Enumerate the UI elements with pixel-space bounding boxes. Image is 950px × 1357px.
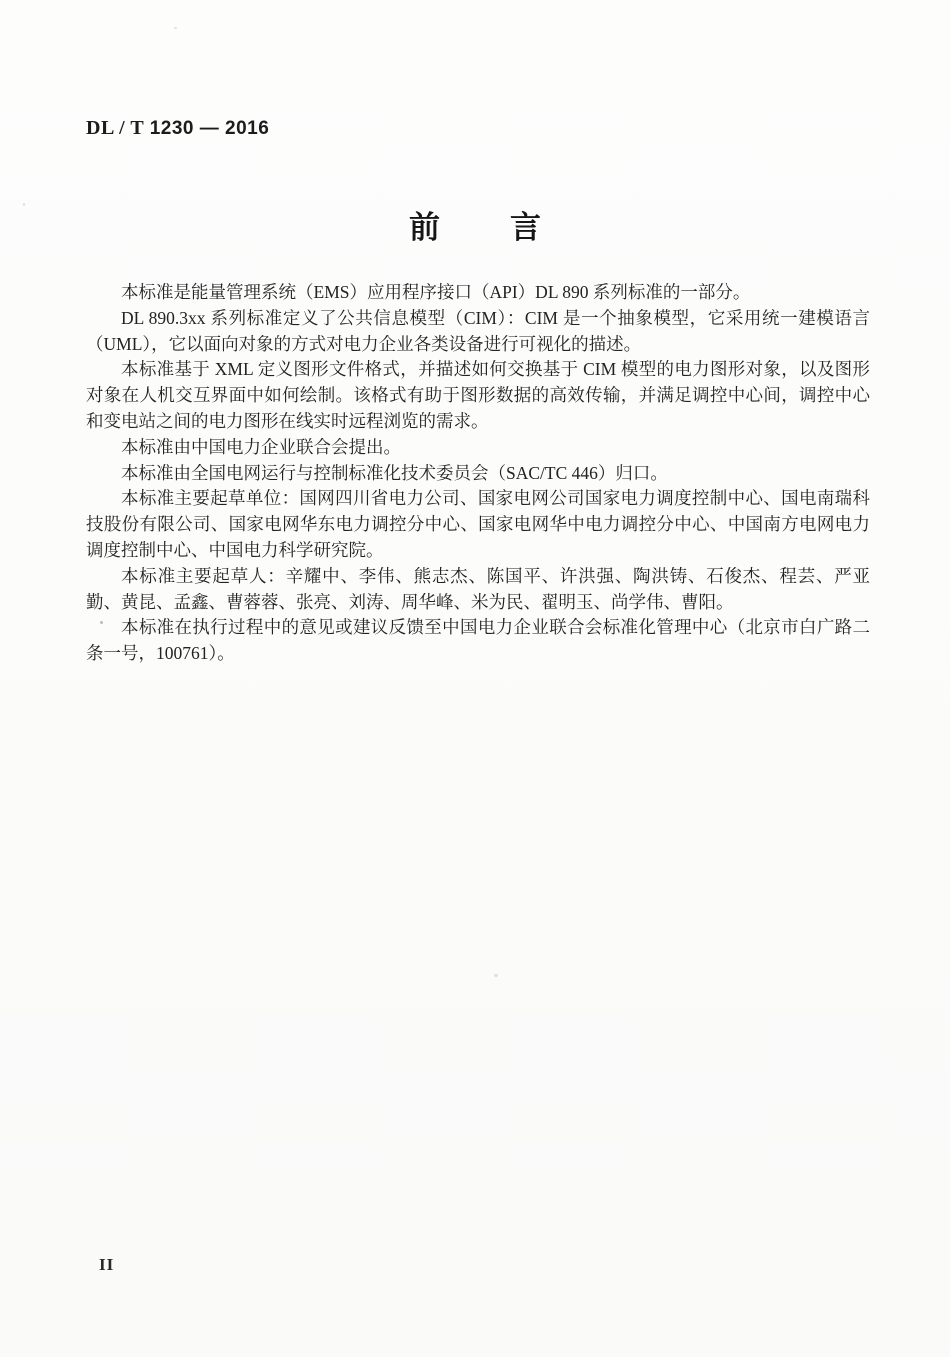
paragraph-proposed-by: 本标准由中国电力企业联合会提出。 bbox=[121, 436, 401, 457]
paragraph-drafting-organizations: 本标准主要起草单位：国网四川省电力公司、国家电网公司国家电力调度控制中心、国电南瑞科技股份有限公司、国家电网华东电力调控分中心、国家电网华中电力调控分中心、中国南方电网电力调度控制中心、中国电力科学研究院。 bbox=[86, 488, 870, 560]
paragraph-centralized-by: 本标准由全国电网运行与控制标准化技术委员会（SAC/TC 446）归口。 bbox=[121, 462, 668, 483]
paragraph-cim-series: DL 890.3xx 系列标准定义了公共信息模型（CIM）：CIM 是一个抽象模型，它采用统一建模语言（UML），它以面向对象的方式对电力企业各类设备进行可视化的描述。 bbox=[86, 307, 870, 354]
page-title-char-1: 前 bbox=[409, 210, 440, 245]
scan-artifact bbox=[174, 27, 177, 29]
standard-code-number: 1230 — 2016 bbox=[149, 118, 270, 139]
standard-code-header bbox=[86, 117, 269, 140]
page-title-char-2: 言 bbox=[510, 210, 541, 245]
foreword-body bbox=[86, 280, 870, 667]
paragraph-scope: 本标准是能量管理系统（EMS）应用程序接口（API）DL 890 系列标准的一部分。 bbox=[121, 282, 751, 302]
paragraph-feedback-address: 本标准在执行过程中的意见或建议反馈至中国电力企业联合会标准化管理中心（北京市白广路二条一号，100761）。 bbox=[86, 617, 870, 664]
scan-artifact bbox=[494, 974, 498, 977]
paragraph-xml-format: 本标准基于 XML 定义图形文件格式，并描述如何交换基于 CIM 模型的电力图形对象，以及图形对象在人机交互界面中如何绘制。该格式有助于图形数据的高效传输，并满足调控中心间，调控中心和变电站之间的电力图形在线实时远程浏览的需求。 bbox=[86, 359, 870, 431]
page-number: II bbox=[99, 1255, 115, 1274]
paragraph-drafters: 本标准主要起草人：辛耀中、李伟、熊志杰、陈国平、许洪强、陶洪铸、石俊杰、程芸、严亚勤、黄昆、孟鑫、曹蓉蓉、张亮、刘涛、周华峰、米为民、翟明玉、尚学伟、曹阳。 bbox=[86, 565, 870, 612]
standard-code-prefix: DL / T bbox=[86, 117, 145, 139]
page-title bbox=[0, 202, 950, 247]
